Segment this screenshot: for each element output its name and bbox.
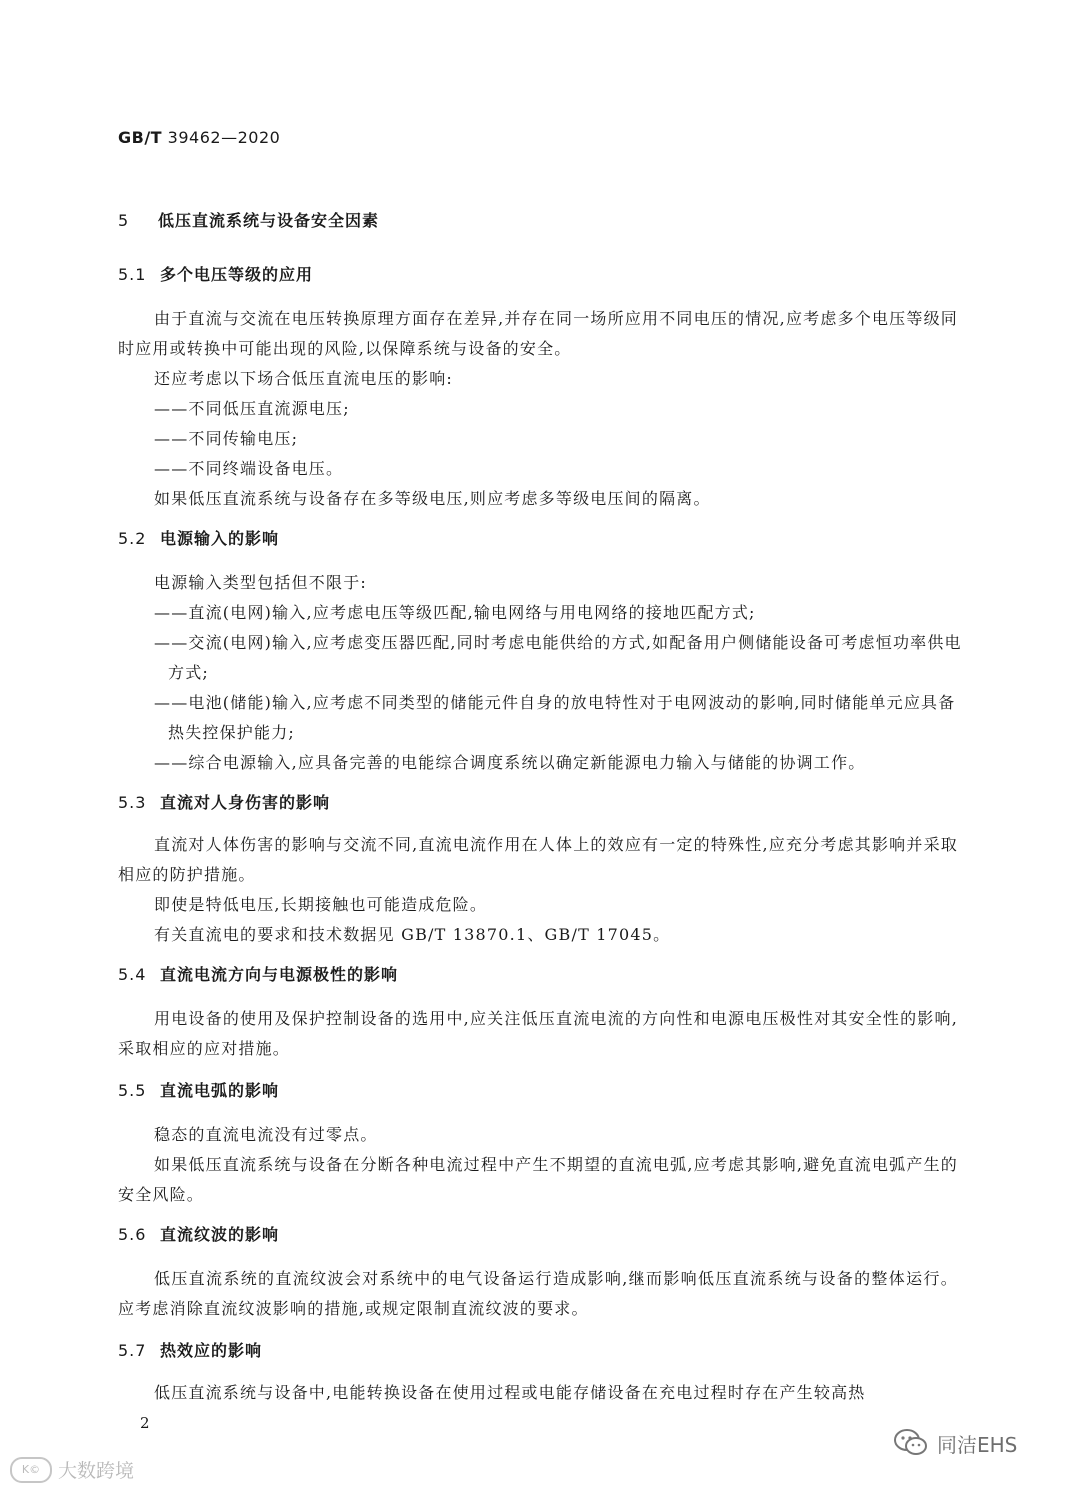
list-item: ——综合电源输入,应具备完善的电能综合调度系统以确定新能源电力输入与储能的协调工作。: [154, 753, 866, 772]
list-item: ——电池(储能)输入,应考虑不同类型的储能元件自身的放电特性对于电网波动的影响,同时储能单元应具备热失控保护能力;: [154, 693, 956, 742]
section-title: 多个电压等级的应用: [160, 265, 314, 284]
standard-code: [118, 128, 280, 147]
list-item: ——不同低压直流源电压;: [154, 399, 350, 418]
standard-prefix: GB/T: [118, 128, 163, 147]
section-number: 5.5: [118, 1081, 147, 1100]
section-title: 直流对人身伤害的影响: [160, 793, 331, 812]
standard-number: 39462—2020: [162, 128, 281, 147]
list-item: ——交流(电网)输入,应考虑变压器匹配,同时考虑电能供给的方式,如配备用户侧储能设备可考虑恒功率供电方式;: [154, 633, 962, 682]
list-item: ——直流(电网)输入,应考虑电压等级匹配,输电网络与用电网络的接地匹配方式;: [154, 603, 756, 622]
watermark-right: [893, 1428, 1017, 1458]
section-title: 热效应的影响: [160, 1341, 263, 1360]
section-5-3-heading: [118, 790, 330, 813]
page-number: 2: [140, 1414, 150, 1432]
watermark-left-text: 大数跨境: [58, 1460, 135, 1482]
section-number: 5.1: [118, 265, 147, 284]
section-title: 直流电弧的影响: [160, 1081, 280, 1100]
paragraph: 低压直流系统的直流纹波会对系统中的电气设备运行造成影响,继而影响低压直流系统与设备的整体运行。应考虑消除直流纹波影响的措施,或规定限制直流纹波的要求。: [118, 1269, 958, 1318]
paragraph: 稳态的直流电流没有过零点。: [154, 1125, 378, 1144]
paragraph: 还应考虑以下场合低压直流电压的影响:: [154, 369, 453, 388]
section-5-2-heading: [118, 526, 279, 549]
section-title: 低压直流系统与设备安全因素: [158, 211, 380, 230]
paragraph: 直流对人体伤害的影响与交流不同,直流电流作用在人体上的效应有一定的特殊性,应充分考虑其影响并采取相应的防护措施。: [118, 835, 958, 884]
paragraph: 由于直流与交流在电压转换原理方面存在差异,并存在同一场所应用不同电压的情况,应考虑多个电压等级同时应用或转换中可能出现的风险,以保障系统与设备的安全。: [118, 309, 958, 358]
section-number: 5.7: [118, 1341, 147, 1360]
section-number: 5.6: [118, 1225, 147, 1244]
section-5-5-heading: [118, 1078, 279, 1101]
section-number: 5.2: [118, 529, 147, 548]
paragraph: 用电设备的使用及保护控制设备的选用中,应关注低压直流电流的方向性和电源电压极性对其安全性的影响,采取相应的应对措施。: [118, 1009, 958, 1058]
paragraph: 有关直流电的要求和技术数据见 GB/T 13870.1、GB/T 17045。: [154, 925, 671, 944]
section-5-7-heading: [118, 1338, 262, 1361]
section-title: 直流纹波的影响: [160, 1225, 280, 1244]
section-5-1-heading: [118, 262, 313, 285]
watermark-right-text: 同洁EHS: [937, 1432, 1018, 1457]
section-number: 5.3: [118, 793, 147, 812]
paragraph: 如果低压直流系统与设备存在多等级电压,则应考虑多等级电压间的隔离。: [154, 489, 711, 508]
watermark-logo: K©: [10, 1457, 52, 1483]
watermark-left: [10, 1456, 134, 1483]
section-title: 直流电流方向与电源极性的影响: [160, 965, 399, 984]
paragraph: 电源输入类型包括但不限于:: [154, 573, 367, 592]
section-number: 5.4: [118, 965, 147, 984]
paragraph: 即使是特低电压,长期接触也可能造成危险。: [154, 895, 488, 914]
section-number: 5: [118, 211, 130, 230]
section-5-4-heading: [118, 962, 398, 985]
list-item: ——不同传输电压;: [154, 429, 299, 448]
paragraph: 如果低压直流系统与设备在分断各种电流过程中产生不期望的直流电弧,应考虑其影响,避免直流电弧产生的安全风险。: [118, 1155, 958, 1204]
paragraph: 低压直流系统与设备中,电能转换设备在使用过程或电能存储设备在充电过程时存在产生较高热: [154, 1383, 866, 1402]
list-item: ——不同终端设备电压。: [154, 459, 344, 478]
section-5-heading: [118, 208, 379, 231]
section-5-6-heading: [118, 1222, 279, 1245]
section-title: 电源输入的影响: [160, 529, 280, 548]
wechat-icon: [893, 1428, 929, 1458]
